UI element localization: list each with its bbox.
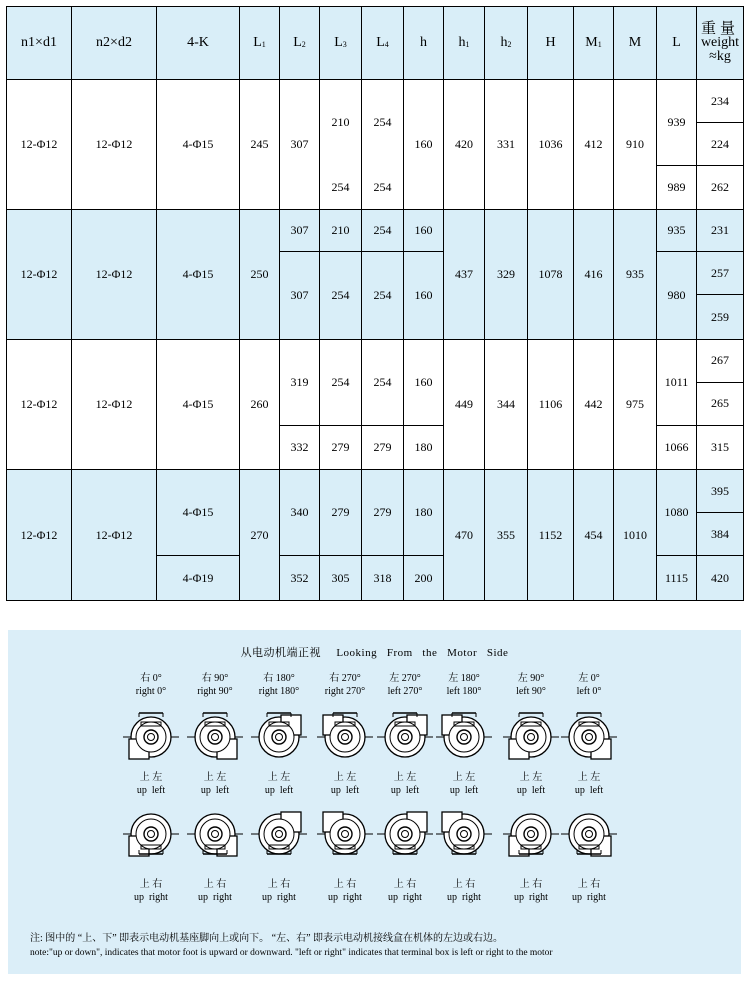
- row1-label-cn: 上 左: [333, 772, 357, 783]
- cell-weight: 259: [697, 295, 744, 340]
- cell-n1d1: 12-Φ12: [7, 209, 72, 339]
- diagram-row-up-right: [123, 812, 617, 856]
- orientation-caption-en: right 180°: [258, 686, 300, 697]
- fan-diagram: [187, 814, 243, 856]
- cell-l4: 254: [362, 80, 404, 166]
- note-en: note:"up or down", indicates that motor foot is upward or downward. "left or right" indicates that terminal box is left or right to the motor: [30, 948, 553, 958]
- cell-H: 1078: [528, 209, 574, 339]
- cell-l1: 250: [240, 209, 280, 339]
- cell-l2: 340: [280, 470, 320, 556]
- col-h1-label: h: [458, 35, 466, 51]
- col-m1-sub: 1: [597, 40, 602, 50]
- cell-h2: 329: [485, 209, 528, 339]
- col-h2-label: h: [500, 35, 508, 51]
- col-M: M: [614, 7, 657, 80]
- row1-label-cn: 上 左: [393, 772, 417, 783]
- cell-l3: 210: [320, 209, 362, 252]
- fan-diagram: [436, 713, 492, 757]
- cell-l3: 279: [320, 470, 362, 556]
- cell-l2: 307: [280, 80, 320, 209]
- table-row: [7, 470, 744, 513]
- cell-l3: 210: [320, 80, 362, 166]
- cell-l4: 318: [362, 556, 404, 601]
- cell-l2: 352: [280, 556, 320, 601]
- row1-label-en: up left: [264, 785, 294, 796]
- col-l4-sub: 4: [384, 40, 389, 50]
- cell-4k: 4-Φ15: [157, 340, 240, 470]
- orientation-caption-cn: 左 0°: [578, 673, 600, 684]
- cell-n1d1: 12-Φ12: [7, 80, 72, 209]
- row2-label-cn: 上 右: [393, 879, 417, 890]
- col-h1: [444, 7, 485, 80]
- orientation-caption-en: right 270°: [324, 686, 366, 697]
- cell-h1: 470: [444, 470, 485, 601]
- cell-l1: 260: [240, 340, 280, 470]
- row1-label-en: up left: [574, 785, 604, 796]
- row1-label-cn: 上 左: [267, 772, 291, 783]
- orientation-caption-cn: 右 0°: [140, 673, 162, 684]
- fan-diagram: [251, 812, 307, 854]
- col-l3: [320, 7, 362, 80]
- cell-h1: 449: [444, 340, 485, 470]
- row1-label-cn: 上 左: [452, 772, 476, 783]
- cell-M: 975: [614, 340, 657, 470]
- row2-label-cn: 上 右: [577, 879, 601, 890]
- weight-cn: 重量: [700, 21, 739, 38]
- cell-n2d2: 12-Φ12: [72, 80, 157, 209]
- cell-4k: 4-Φ15: [157, 209, 240, 339]
- cell-weight: 262: [697, 165, 744, 209]
- col-H: H: [528, 7, 574, 80]
- spec-table: [6, 6, 744, 601]
- cell-h: 180: [404, 425, 444, 470]
- cell-l4: 279: [362, 470, 404, 556]
- row1-label-en: up left: [136, 785, 166, 796]
- cell-l2: 332: [280, 425, 320, 470]
- cell-M: 935: [614, 209, 657, 339]
- col-L: L: [657, 7, 697, 80]
- orientation-caption-cn: 左 90°: [517, 673, 545, 684]
- cell-L: 1011: [657, 340, 697, 426]
- col-l4-label: L: [376, 35, 385, 51]
- row1-label-en: up left: [390, 785, 420, 796]
- row1-label-en: up left: [330, 785, 360, 796]
- cell-h: 180: [404, 470, 444, 556]
- cell-l3: 254: [320, 252, 362, 340]
- fan-diagrams: [8, 630, 741, 974]
- cell-L: 1066: [657, 425, 697, 470]
- panel-title-en: Looking From the Motor Side: [336, 647, 509, 659]
- row1-label-cn: 上 左: [203, 772, 227, 783]
- cell-l4: 254: [362, 209, 404, 252]
- cell-weight: 384: [697, 513, 744, 556]
- col-l2: [280, 7, 320, 80]
- note-cn: 注: 图中的 “上、下” 即表示电动机基座脚向上或向下。 “左、右” 即表示电动机接线盒在机体的左边或右边。: [30, 933, 504, 944]
- cell-h: 200: [404, 556, 444, 601]
- orientation-caption-cn: 右 90°: [201, 673, 229, 684]
- col-l1: [240, 7, 280, 80]
- row2-label-cn: 上 右: [519, 879, 543, 890]
- orientation-caption-en: left 270°: [387, 686, 423, 697]
- cell-4k: 4-Φ15: [157, 80, 240, 209]
- panel-title-cn: 从电动机端正视: [240, 647, 322, 659]
- orientation-caption-en: right 0°: [135, 686, 167, 697]
- cell-h2: 331: [485, 80, 528, 209]
- row2-label-cn: 上 右: [203, 879, 227, 890]
- cell-n1d1: 12-Φ12: [7, 340, 72, 470]
- row2-label-en: up right: [514, 892, 548, 903]
- cell-weight: 257: [697, 252, 744, 295]
- row2-label-en: up right: [572, 892, 606, 903]
- col-l2-sub: 2: [301, 40, 306, 50]
- weight-en: weight: [700, 35, 740, 51]
- cell-weight: 224: [697, 123, 744, 166]
- col-n2d2: n2×d2: [72, 7, 157, 80]
- cell-h1: 420: [444, 80, 485, 209]
- orientation-caption-cn: 右 270°: [329, 673, 361, 684]
- cell-l1: 270: [240, 470, 280, 601]
- col-h2: [485, 7, 528, 80]
- cell-h: 160: [404, 209, 444, 252]
- row2-label-en: up right: [262, 892, 296, 903]
- orientation-caption-en: left 180°: [446, 686, 482, 697]
- cell-weight: 420: [697, 556, 744, 601]
- row2-label-cn: 上 右: [267, 879, 291, 890]
- cell-m1: 416: [574, 209, 614, 339]
- cell-m1: 412: [574, 80, 614, 209]
- orientation-caption-en: left 0°: [576, 686, 602, 697]
- cell-h2: 355: [485, 470, 528, 601]
- fan-diagram: [377, 713, 433, 757]
- cell-l3: 279: [320, 425, 362, 470]
- cell-weight: 231: [697, 209, 744, 252]
- row2-label-cn: 上 右: [333, 879, 357, 890]
- row2-label-cn: 上 右: [452, 879, 476, 890]
- cell-L: 935: [657, 209, 697, 252]
- cell-m1: 442: [574, 340, 614, 470]
- cell-l3: 305: [320, 556, 362, 601]
- col-4k: 4-K: [157, 7, 240, 80]
- col-l4: [362, 7, 404, 80]
- row1-label-en: up left: [449, 785, 479, 796]
- row2-label-en: up right: [447, 892, 481, 903]
- cell-l4: 254: [362, 252, 404, 340]
- cell-H: 1152: [528, 470, 574, 601]
- cell-M: 1010: [614, 470, 657, 601]
- fan-diagram: [123, 814, 179, 856]
- row1-label-cn: 上 左: [139, 772, 163, 783]
- col-l3-sub: 3: [342, 40, 347, 50]
- fan-diagram: [251, 713, 307, 757]
- cell-weight: 395: [697, 470, 744, 513]
- orientation-panel: [8, 630, 741, 974]
- col-l1-label: L: [253, 35, 262, 51]
- cell-4k: 4-Φ15: [157, 470, 240, 556]
- cell-H: 1106: [528, 340, 574, 470]
- col-n1d1: n1×d1: [7, 7, 72, 80]
- cell-l4: 279: [362, 425, 404, 470]
- cell-M: 910: [614, 80, 657, 209]
- cell-L: 1080: [657, 470, 697, 556]
- diagram-row-up-left: [123, 713, 617, 759]
- col-l3-label: L: [334, 35, 343, 51]
- cell-n2d2: 12-Φ12: [72, 340, 157, 470]
- fan-diagram: [317, 713, 373, 757]
- row2-label-en: up right: [388, 892, 422, 903]
- header-row: [7, 7, 744, 80]
- cell-l4: 254: [362, 165, 404, 209]
- col-weight: [697, 7, 744, 80]
- orientation-caption-en: left 90°: [516, 686, 546, 697]
- table-row: [7, 340, 744, 383]
- cell-l2: 319: [280, 340, 320, 426]
- fan-diagram: [436, 812, 492, 854]
- cell-weight: 315: [697, 425, 744, 470]
- cell-l2: 307: [280, 252, 320, 340]
- row2-label-en: up right: [134, 892, 168, 903]
- cell-L: 980: [657, 252, 697, 340]
- cell-l4: 254: [362, 340, 404, 426]
- fan-diagram: [317, 812, 373, 854]
- row1-label-cn: 上 左: [577, 772, 601, 783]
- cell-weight: 267: [697, 340, 744, 383]
- row1-label-en: up left: [200, 785, 230, 796]
- fan-diagram: [503, 814, 559, 856]
- cell-l3: 254: [320, 165, 362, 209]
- row1-label-cn: 上 左: [519, 772, 543, 783]
- orientation-caption-cn: 左 270°: [389, 673, 421, 684]
- cell-h1: 437: [444, 209, 485, 339]
- cell-weight: 234: [697, 80, 744, 123]
- col-h1-sub: 1: [465, 40, 470, 50]
- cell-4k: 4-Φ19: [157, 556, 240, 601]
- cell-h: 160: [404, 340, 444, 426]
- cell-L: 939: [657, 80, 697, 166]
- weight-unit: ≈kg: [709, 49, 731, 65]
- fan-diagram: [503, 713, 559, 759]
- col-h: h: [404, 7, 444, 80]
- fan-diagram: [123, 713, 179, 759]
- row1-label-en: up left: [516, 785, 546, 796]
- fan-diagram: [377, 812, 433, 854]
- cell-l2: 307: [280, 209, 320, 252]
- col-l1-sub: 1: [261, 40, 266, 50]
- cell-h: 160: [404, 252, 444, 340]
- cell-n2d2: 12-Φ12: [72, 470, 157, 601]
- cell-n2d2: 12-Φ12: [72, 209, 157, 339]
- col-m1-label: M: [585, 35, 598, 51]
- fan-diagram: [187, 713, 243, 759]
- cell-L: 1115: [657, 556, 697, 601]
- cell-h2: 344: [485, 340, 528, 470]
- cell-l3: 254: [320, 340, 362, 426]
- col-l2-label: L: [293, 35, 302, 51]
- fan-diagram: [561, 713, 617, 759]
- orientation-caption-cn: 左 180°: [448, 673, 480, 684]
- table-row: [7, 209, 744, 252]
- row2-label-en: up right: [198, 892, 232, 903]
- table-row: [7, 80, 744, 123]
- cell-m1: 454: [574, 470, 614, 601]
- cell-l1: 245: [240, 80, 280, 209]
- col-h2-sub: 2: [507, 40, 512, 50]
- cell-L: 989: [657, 165, 697, 209]
- cell-weight: 265: [697, 382, 744, 425]
- fan-diagram: [561, 814, 617, 856]
- notes: [30, 932, 553, 960]
- orientation-caption-en: right 90°: [197, 686, 233, 697]
- orientation-caption-cn: 右 180°: [263, 673, 295, 684]
- cell-n1d1: 12-Φ12: [7, 470, 72, 601]
- cell-H: 1036: [528, 80, 574, 209]
- cell-h: 160: [404, 80, 444, 209]
- row2-label-cn: 上 右: [139, 879, 163, 890]
- row2-label-en: up right: [328, 892, 362, 903]
- col-m1: [574, 7, 614, 80]
